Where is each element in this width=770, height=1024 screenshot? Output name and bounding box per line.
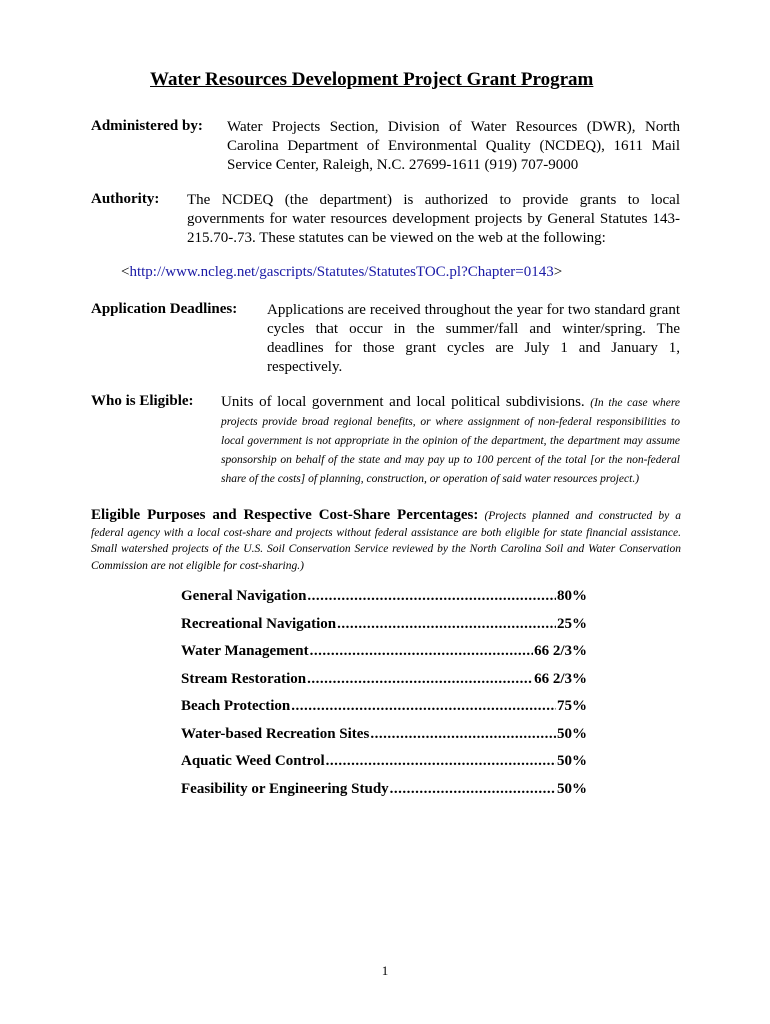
purpose-percentage: 25% xyxy=(557,615,587,632)
list-item xyxy=(181,698,587,726)
deadlines-label: Application Deadlines: xyxy=(91,301,238,317)
purposes-paragraph xyxy=(91,507,681,574)
link-open-bracket: < xyxy=(121,264,130,280)
leader-dots xyxy=(337,616,556,633)
purpose-name: Aquatic Weed Control xyxy=(181,753,325,769)
list-item xyxy=(181,643,587,671)
authority-text: The NCDEQ (the department) is authorized to provide grants to local governments for water resources development projects by General Statutes 143-215.70-.73. These statutes can be viewed on the web at the following: xyxy=(187,192,680,246)
administered-text: Water Projects Section, Division of Water Resources (DWR), North Carolina Department of Environmental Quality (NCDEQ), 1611 Mail Service Center, Raleigh, N.C. 27699-1611 (919) 707-9000 xyxy=(227,119,680,173)
eligible-label: Who is Eligible: xyxy=(91,393,194,409)
purpose-name: Recreational Navigation xyxy=(181,615,337,632)
list-item xyxy=(181,616,587,644)
authority-label: Authority: xyxy=(91,191,160,207)
leader-dots xyxy=(326,753,556,770)
list-item xyxy=(181,671,587,699)
eligible-text: Units of local government and local political subdivisions. xyxy=(221,394,585,410)
purpose-name: General Navigation xyxy=(181,588,307,604)
leader-dots xyxy=(310,643,533,660)
leader-dots xyxy=(370,726,556,743)
purpose-name: Water-based Recreation Sites xyxy=(181,725,370,742)
statutes-link[interactable]: http://www.ncleg.net/gascripts/Statutes/StatutesTOC.pl?Chapter=0143 xyxy=(129,264,554,280)
purpose-percentage: 66 2/3% xyxy=(534,643,587,659)
purpose-percentage: 75% xyxy=(557,698,587,714)
list-item xyxy=(181,753,587,781)
administered-label: Administered by: xyxy=(91,118,203,134)
leader-dots xyxy=(291,698,556,715)
purposes-heading: Eligible Purposes and Respective Cost-Share Percentages: xyxy=(91,507,479,523)
list-item xyxy=(181,726,587,754)
deadlines-text: Applications are received throughout the year for two standard grant cycles that occur in the summer/fall and winter/spring. The deadlines for those grant cycles are July 1 and January 1, respectively. xyxy=(267,302,680,375)
purpose-percentage: 50% xyxy=(557,753,587,769)
list-item xyxy=(181,588,587,616)
cost-share-list xyxy=(181,588,587,808)
purpose-percentage: 50% xyxy=(557,780,587,797)
page-title: Water Resources Development Project Grant Program xyxy=(150,69,594,90)
purpose-percentage: 66 2/3% xyxy=(534,670,587,687)
purpose-name: Stream Restoration xyxy=(181,670,307,687)
eligible-note: (In the case where projects provide broad regional benefits, or where assignment of non-federal responsibilities to local government is not appropriate in the opinion of the department, the department may assume sponsorship on behalf of the state and may pay up to 100 percent of the total [or the non-federal share of the costs] of planning, construction, or operation of said water resources project.) xyxy=(221,397,680,485)
statutes-link-line xyxy=(121,264,562,281)
leader-dots xyxy=(390,781,556,798)
purposes-note: (Projects planned and constructed by a federal agency with a local cost-share and projects without federal assistance are both eligible for state financial assistance. Small watershed projects of the U.S. Soil Conservation Service reviewed by the North Carolina Soil and Water Conservation Commission are not eligible for cost-sharing.) xyxy=(91,510,681,572)
leader-dots xyxy=(307,588,556,605)
purpose-percentage: 50% xyxy=(557,725,587,742)
leader-dots xyxy=(307,671,533,688)
page-number: 1 xyxy=(381,963,389,978)
link-close-bracket: > xyxy=(553,264,563,280)
purpose-percentage: 80% xyxy=(557,588,587,604)
purpose-name: Water Management xyxy=(181,643,309,659)
purpose-name: Feasibility or Engineering Study xyxy=(181,780,389,797)
eligible-block xyxy=(221,393,680,488)
list-item xyxy=(181,781,587,809)
purpose-name: Beach Protection xyxy=(181,698,291,714)
